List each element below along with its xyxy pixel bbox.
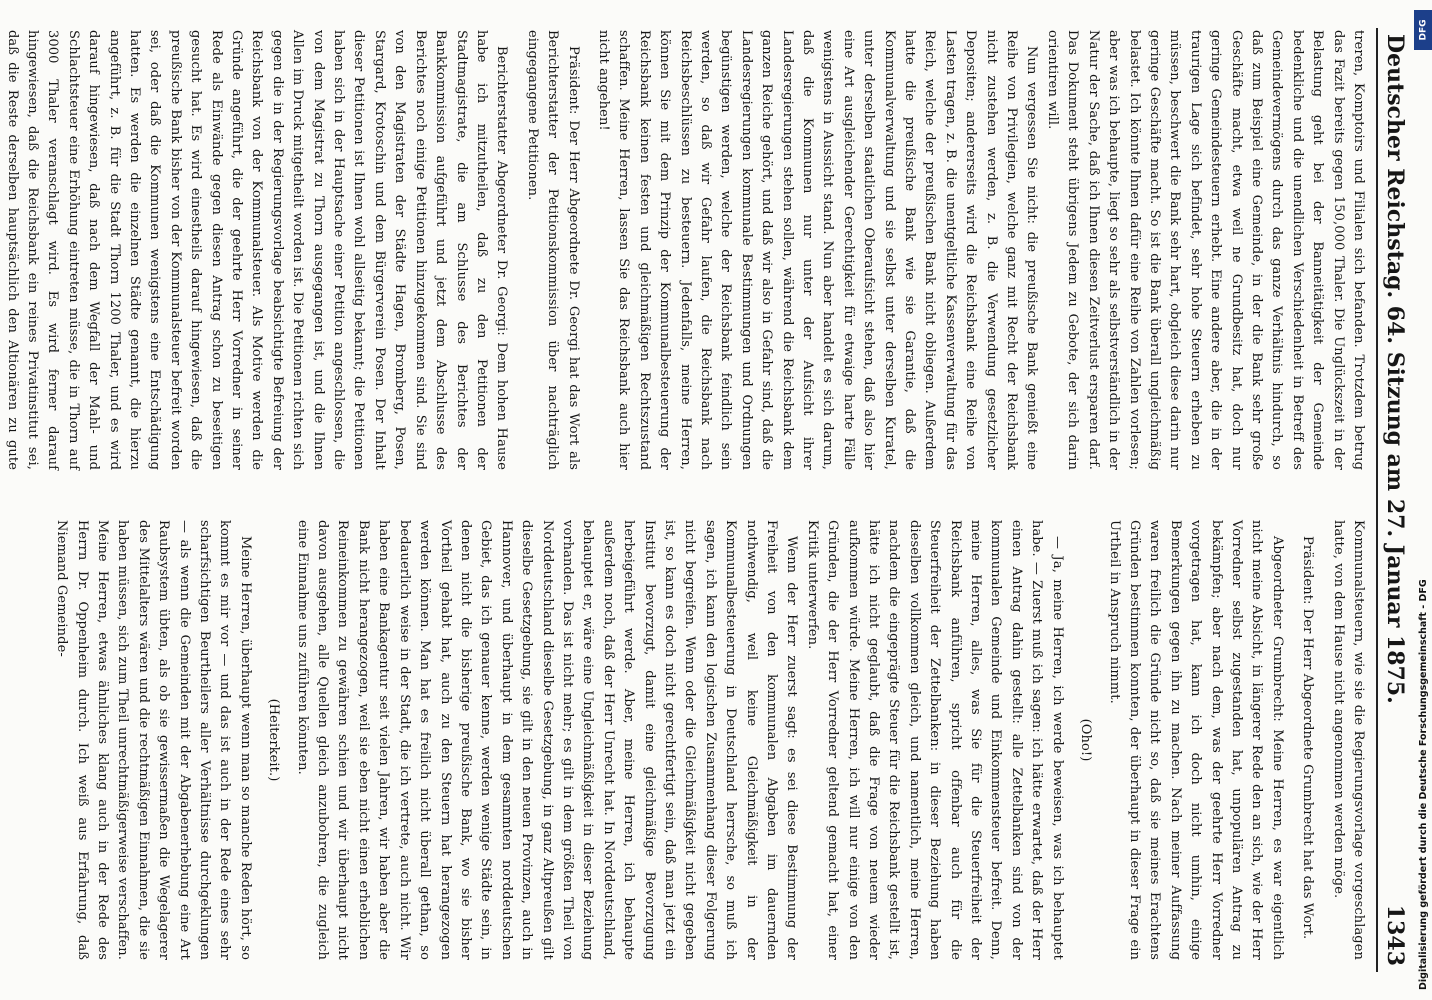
speaker-paragraph: Präsident: Der Herr Abgeordnete Grumbrecht hat das Wort. xyxy=(1300,536,1316,940)
interjection: (Oho!) xyxy=(1078,718,1094,762)
speaker-paragraph: Präsident: Der Herr Abgeordnete Dr. Georgi hat das Wort als Berichterstatter der Petitionskommission über nachträglich eingegangene Petitionen. xyxy=(524,30,581,470)
right-column xyxy=(32,520,1368,960)
header-title: Deutscher Reichstag. 64. Sitzung am 27. Januar 1875. xyxy=(1382,34,1408,704)
paragraph: Kommunalsteuern, wie sie die Regierungsvorlage vorgeschlagen hatte, von dem Hause nicht angenommen werden möge. xyxy=(1330,520,1366,960)
paragraph: Meine Herren, überhaupt wenn man so manche Reden hört, so kommt es mir vor — und das ist auch in der Rede eines sehr scharfsichtigen Beurtheilers aller Verhältnisse durchgeklungen — als wenn die Gemeinden mit der Abgabenerhebung eine Art Raubsystem übten, als ob sie gewissermaßen die Wegelagerer des Mittelalters wären und die rechtmäßigen Einnahmen, die sie haben müssen, sich zum Theil unrechtmäßigerweise verschaffen. Meine Herren, etwas ähnliches klang auch in der Rede des Herrn Dr. Oppenheim durch. Ich weiß aus Erfahrung, daß Niemand Gemeinde- xyxy=(54,520,253,960)
paragraph: treren, Komptoirs und Filialen sich befanden. Trotzdem betrug das Fazit bereits gegen 150,000 Thaler. Die Unglückszeit in der Belastung geht bei der Banneitätigkeit der Gemeinde bedenkliche und die unendlichen Verschiedenheit in Betreff des Gemeindevermögens durch das ganze Verhältnis hindurch, so daß zum Beispiel eine Gemeinde, in der die Bank sehr große Geschäfte macht, etwa weil ne Grundbesitz hat, doch nur geringe Gemeindesteuern erhebt. Eine andere aber, die in der traurigen Lage sich befindet, sehr hohe Steuern erheben zu müssen, beschwert die Bank sehr hart, obgleich diese darin nur geringe Geschäfte macht. So ist die Bank überall ungleichmäßig belastet. Ich könnte Ihnen dafür eine Reihe von Zahlen vorlesen; aber was ich behaupte, liegt so sehr als selbstverständlich in der Natur der Sache, daß ich Ihnen diesen Zeitverlust ersparen darf. Das Dokument steht übrigens Jedem zu Gebote, der sich darin orientiren will. xyxy=(1044,30,1366,470)
paragraph: Nun vergessen Sie nicht: die preußische Bank genießt eine Reihe von Privilegien, welche ganz mit Recht der Reichsbank nicht zustehen werden, z. B. die Verwendung gesetzlicher Depositen; andererseits wird die Reichsbank eine Reihe von Lasten tragen, z. B. die unentgeltliche Kassenverwaltung für das Reich, welche der preußischen Bank nicht obliegen. Außerdem hatte die preußische Bank wie sie Garantie, daß die Kommunalverwaltung und sie selbst unter derselben Kuratel, unter derselben staatlichen Oberaufsicht stehen, daß also hier eine Art ausgleichender Gerechtigkeit für etwaige harte Fälle wenigstens in Aussicht stand. Nun aber handelt es sich darum, daß die Kommunen nur unter der Aufsicht ihrer Landesregierungen stehen sollen, während die Reichsbank dem ganzen Reiche gehört, und daß wir also in Gefahr sind, daß die Landesregierungen kommunale Bestimmungen und Ordnungen begünstigen werden, welche der Reichsbank feindlich sein werden, so daß wir Gefahr laufen, die Reichsbank nach Reichsbeschlüssen zu besteuern. Jedenfalls, meine Herren, können Sie mit dem Prinzip der Kommunalbesteuerung der Reichsbank keinen festen und gleichmäßigen Rechtszustand schaffen. Meine Herren, lassen Sie das Reichsbank auch hier nicht angehen! xyxy=(595,30,1040,470)
paragraph: — Ja, meine Herren, ich werde beweisen, was ich behauptet habe. — Zuerst muß ich sagen: ich hätte erwartet, daß der Herr einen Antrag dahin gestellt: alle Zettelbanken sind von der kommunalen Gemeinde und Einkommensteuer befreit. Denn, meine Herren, alles, was Sie für die Steuerfreiheit der Reichsbank anführen, spricht offenbar auch für die Steuerfreiheit der Zettelbanken: in dieser Beziehung haben dieselben vollkommen gleich, und namentlich, meine Herren, nachdem die eingeprägte Steuer für die Reichsbank gestellt ist, hätte ich nicht geglaubt, daß die Frage von neuem wieder aufkommen würde. Meine Herren, ich will nur einige von den Gründen, die der Herr Vorredner geltend gemacht hat, einer Kritik unterwerfen. xyxy=(804,520,1065,960)
rotated-page xyxy=(4,0,1416,1000)
digitization-credit: Digitalisierung gefördert durch die Deutsche Forschungsgemeinschaft - DFG xyxy=(1418,579,1429,990)
paragraph: Wenn der Herr zuerst sagt: es sei diese Bestimmung der Freiheit von den kommunalen Abgaben im dauernden nothwendig, weil keine Gleichmäßigkeit in der Kommunalbesteuerung in Deutschland herrsche, so muß ich sagen, ich kann den logischen Zusammenhang dieser Folgerung nicht begreifen. Wenn oder die Gleichmäßigkeit nicht gegeben ist, so kann es doch nicht gerechtfertigt sein, daß man jetzt ein Institut bevorzugt, damit eine gleichmäßige Bevorzugung herbeigeführt werde. Aber, meine Herren, ich behaupte außerdem noch, daß der Herr Unrecht hat. In Norddeutschland, behauptet er, wäre eine Ungleichmäßigkeit in dieser Beziehung vorhanden. Das ist nicht mehr; es gilt in dem größten Theil von Norddeutschland dieselbe Gesetzgebung, in ganz Altpreußen gilt dieselbe Gesetzgebung, sie gilt in den neuen Provinzen, auch in Hannover, und überhaupt in dem gesammten norddeutschen Gebiet, das ich genauer kenne, werden wenige Städte sein, in denen nicht die bisherige preußische Bank, wo sie bisher Vortheil gehabt hat, auch zu den Steuern hat herangezogen werden können. Man hat es freilich nicht überall gethan, so bedauerlich weise in der Stadt, die ich vertrete, auch nicht. Wir haben eine Bankagentur seit vielen Jahren, wir haben aber die Bank nicht herangezogen, weil sie eben nicht einen erheblichen Reineinkommen zu gewähren schien und wir überhaupt nicht davon ausgehen, alle Quellen gleich anzubohren, die zugleich eine Einnahme uns zuführen könnten. xyxy=(294,520,800,960)
dfg-logo-text: DFG xyxy=(1418,19,1429,41)
page-number: 1343 xyxy=(1382,904,1408,966)
dfg-logo xyxy=(1414,10,1432,50)
speaker-paragraph: Abgeordneter Grumbrecht: Meine Herren, es war eigentlich nicht meine Absicht, in längerer Rede den an sich, wie der Herr Vorredner selbst zugestanden hat, unpopulären Antrag zu bekämpfen; aber nach dem, was der geehrte Herr Vorredner vorgetragen hat, kann ich doch nicht umhin, einige Bemerkungen gegen ihn zu machen. Nach meiner Auffassung waren freilich die Gründe nicht so, daß sie meines Erachtens Gründen bestimmen konnten, der überhaupt in dieser Frage ein Urtheil in Anspruch nimmt. xyxy=(1106,520,1285,960)
page-header xyxy=(1376,28,1412,972)
interjection: (Heiterkeit.) xyxy=(266,698,282,782)
speaker-paragraph: Berichterstatter Abgeordneter Dr. Georgi: Dem hohen Hause habe ich mitzutheilen, daß zu den Petitionen der Stadtmagistrate, die am Schlusse des Berichtes der Bankkommission aufgeführt und jetzt dem Abschlusse des Berichtes noch einige Petitionen hinzugekommen sind. Sie sind von den Magistraten der Städte Hagen, Bromberg, Posen, Stargard, Krotoschin und dem Bürgerverein Posen. Der Inhalt dieser Petitionen ist Ihnen wohl allseitig bekannt; die Petitionen haben sich in der Hauptsache einer Petition angeschlossen, die von dem Magistrat zu Thorn ausgegangen ist, und die Ihnen Allen im Druck mitgetheilt worden ist. Die Petitionen richten sich gegen die in der Regierungsvorlage beabsichtigte Befreiung der Reichsbank von der Kommunalsteuer. Als Motive werden die Gründe angeführt, die der geehrte Herr Vorredner in seiner Rede als Einwände gegen diesen Antrag schon zu beseitigen gesucht hat. Es wird einestheils darauf hingewiesen, daß die preußische Bank bisher von der Kommunalsteuer befreit worden sei, oder daß die Kommunen wenigstens eine Entschädigung hatten. Es werden die einzelnen Städte genannt, die hierzu angeführt, z. B. für die Stadt Thorn 1200 Thaler, und es wird darauf hingewiesen, daß nach dem Wegfall der Mahl- und Schlachtsteuer eine Erhöhung eintreten müsse, die in Thorn auf 3000 Thaler veranschlagt wird. Es wird ferner darauf hingewiesen, daß die Reichsbank ein reines Privatinstitut sei, daß die Reste derselben hauptsächlich den Altionären zu gute xyxy=(4,30,510,470)
left-column xyxy=(4,30,1368,470)
